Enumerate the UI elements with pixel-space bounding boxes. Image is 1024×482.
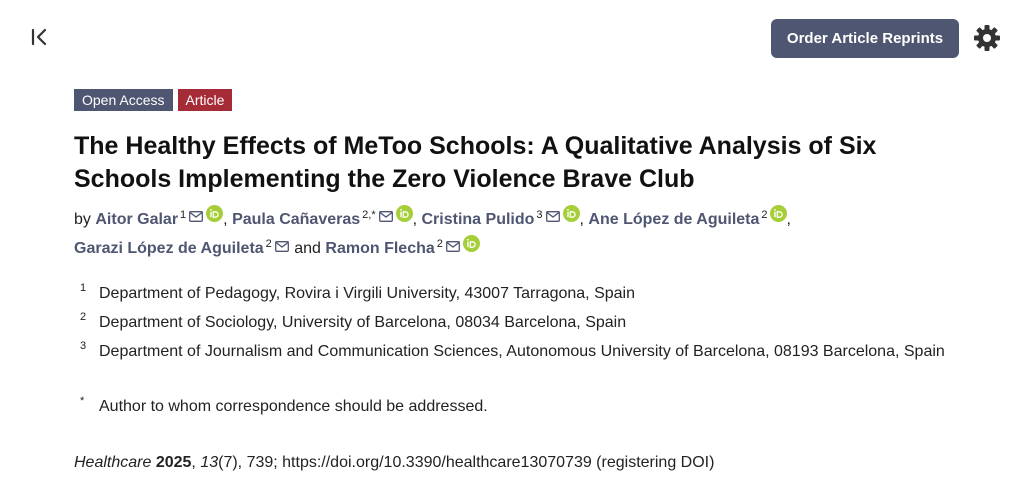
affiliation-text: Department of Sociology, University of Barcelona, 08034 Barcelona, Spain — [99, 314, 627, 331]
by-label: by — [74, 211, 91, 228]
mail-icon[interactable] — [546, 203, 560, 232]
doi-note: (registering DOI) — [591, 454, 715, 471]
author-affiliation: 2,* — [362, 208, 376, 221]
affiliation-number: 1 — [80, 282, 87, 294]
citation-year: 2025 — [155, 454, 192, 471]
author-name[interactable]: Ramon Flecha — [325, 240, 435, 258]
article-title: The Healthy Effects of MeToo Schools: A Qualitative Analysis of Six Schools Implementing the Zero Violence Brave Club — [74, 132, 877, 193]
article-tags — [74, 89, 232, 111]
orcid-icon[interactable] — [563, 203, 580, 232]
author-affiliation: 2 — [436, 237, 443, 250]
open-access-badge: Open Access — [74, 89, 173, 111]
author-name[interactable]: Ane López de Aguileta — [588, 211, 760, 228]
author-name[interactable]: Aitor Galar — [95, 211, 179, 228]
orcid-icon[interactable] — [770, 203, 787, 232]
affiliation-text: Department of Pedagogy, Rovira i Virgili University, 43007 Tarragona, Spain — [99, 285, 635, 302]
affiliation-number: 2 — [80, 311, 87, 323]
author-name[interactable]: Garazi López de Aguileta — [74, 240, 264, 258]
collapse-sidebar-icon[interactable] — [26, 24, 52, 50]
affiliation-number: 3 — [80, 340, 87, 352]
mail-icon[interactable] — [446, 233, 460, 262]
mail-icon[interactable] — [189, 203, 203, 232]
orcid-icon[interactable] — [206, 203, 223, 232]
author-affiliation: 1 — [180, 208, 187, 221]
doi-link[interactable]: https://doi.org/10.3390/healthcare13070739 — [282, 454, 592, 471]
affiliation-item — [80, 281, 969, 306]
orcid-icon[interactable] — [463, 233, 480, 262]
orcid-icon[interactable] — [396, 203, 413, 232]
author-list: by Aitor Galar $^1$ , Paula Cañaveras $^{2,*}$ , Cristina Pulido $^3$ , Ane López de Aguileta $^2$ , Garazi López de Aguileta $^2$ and Ramon Flecha $^2$ — [74, 205, 954, 264]
author-affiliation: 2 — [265, 237, 272, 250]
mail-icon[interactable] — [379, 203, 393, 232]
article-type-badge: Article — [178, 89, 233, 111]
author-name[interactable]: Paula Cañaveras — [232, 211, 361, 228]
and-label: and — [294, 240, 321, 258]
order-reprints-button[interactable]: Order Article Reprints — [771, 19, 959, 58]
citation-volume: 13 — [200, 454, 219, 471]
citation-line: Healthcare 2025, 13(7), 739; https://doi.org/10.3390/healthcare13070739 (registering DOI) — [74, 454, 715, 471]
affiliation-item — [80, 339, 969, 364]
author-affiliation: 3 — [536, 208, 543, 221]
author-affiliation: 2 — [761, 208, 768, 221]
affiliation-text: Department of Journalism and Communication Sciences, Autonomous University of Barcelona, 08193 Barcelona, Spain — [99, 343, 945, 360]
author-name[interactable]: Cristina Pulido — [421, 211, 535, 228]
journal-name: Healthcare — [74, 454, 152, 471]
mail-icon[interactable] — [275, 233, 289, 262]
affiliation-item — [80, 394, 969, 419]
citation-pages: , 739; — [237, 454, 283, 471]
affiliation-item — [80, 310, 969, 335]
affiliation-number: * — [80, 395, 85, 407]
affiliation-text: Author to whom correspondence should be addressed. — [99, 398, 488, 415]
citation-issue: (7) — [218, 454, 238, 471]
gear-icon[interactable] — [972, 23, 1002, 53]
